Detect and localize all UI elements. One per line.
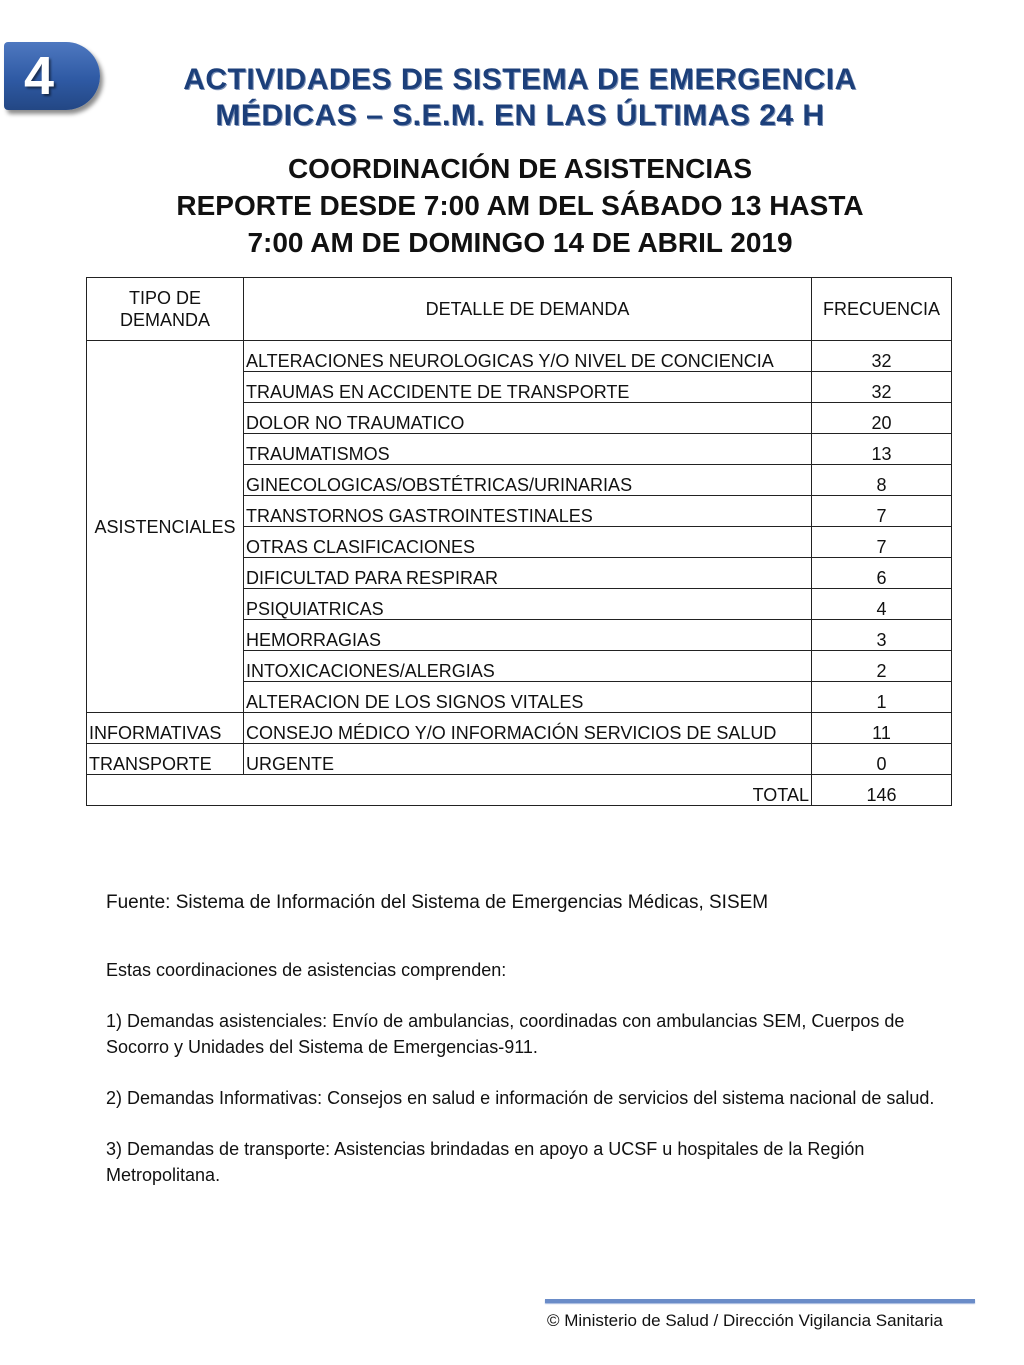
table-row bbox=[87, 713, 952, 744]
row-detail: CONSEJO MÉDICO Y/O INFORMACIÓN SERVICIOS DE SALUD bbox=[244, 713, 812, 744]
row-frequency: 8 bbox=[812, 465, 952, 496]
row-frequency: 13 bbox=[812, 434, 952, 465]
row-frequency: 6 bbox=[812, 558, 952, 589]
row-frequency: 32 bbox=[812, 372, 952, 403]
row-detail: URGENTE bbox=[244, 744, 812, 775]
row-frequency: 3 bbox=[812, 620, 952, 651]
row-detail: HEMORRAGIAS bbox=[244, 620, 812, 651]
row-detail: ALTERACION DE LOS SIGNOS VITALES bbox=[244, 682, 812, 713]
page-title bbox=[120, 62, 920, 134]
total-value: 146 bbox=[812, 775, 952, 806]
footer-copyright: © Ministerio de Salud / Dirección Vigilancia Sanitaria bbox=[547, 1311, 943, 1330]
subtitle-line-2: REPORTE DESDE 7:00 AM DEL SÁBADO 13 HASTA bbox=[176, 190, 864, 221]
row-detail: PSIQUIATRICAS bbox=[244, 589, 812, 620]
group-transporte: TRANSPORTE bbox=[87, 744, 244, 775]
row-detail: DIFICULTAD PARA RESPIRAR bbox=[244, 558, 812, 589]
row-frequency: 7 bbox=[812, 527, 952, 558]
header-detail: DETALLE DE DEMANDA bbox=[244, 278, 812, 341]
row-frequency: 2 bbox=[812, 651, 952, 682]
row-frequency: 4 bbox=[812, 589, 952, 620]
row-detail: TRAUMAS EN ACCIDENTE DE TRANSPORTE bbox=[244, 372, 812, 403]
section-number-badge bbox=[4, 42, 100, 110]
page-title-line-1: ACTIVIDADES DE SISTEMA DE EMERGENCIA bbox=[183, 63, 857, 96]
notes-intro: Estas coordinaciones de asistencias comprenden: bbox=[106, 960, 507, 980]
notes-section bbox=[106, 957, 946, 1213]
row-frequency: 1 bbox=[812, 682, 952, 713]
table-row bbox=[87, 341, 952, 372]
header-frequency: FRECUENCIA bbox=[812, 278, 952, 341]
note-item: 2) Demandas Informativas: Consejos en salud e información de servicios del sistema nacional de salud. bbox=[106, 1088, 935, 1108]
note-item: 1) Demandas asistenciales: Envío de ambulancias, coordinadas con ambulancias SEM, Cuerpos de Socorro y Unidades del Sistema de Emergencias-911. bbox=[106, 1011, 905, 1057]
group-informativas: INFORMATIVAS bbox=[87, 713, 244, 744]
row-detail: OTRAS CLASIFICACIONES bbox=[244, 527, 812, 558]
table-header-row bbox=[87, 278, 952, 341]
demand-table bbox=[86, 277, 952, 806]
page-title-line-2: MÉDICAS – S.E.M. EN LAS ÚLTIMAS 24 H bbox=[215, 99, 825, 132]
row-frequency: 20 bbox=[812, 403, 952, 434]
row-detail: ALTERACIONES NEUROLOGICAS Y/O NIVEL DE CONCIENCIA bbox=[244, 341, 812, 372]
source-note: Fuente: Sistema de Información del Sistema de Emergencias Médicas, SISEM bbox=[106, 892, 769, 913]
row-detail: TRAUMATISMOS bbox=[244, 434, 812, 465]
subtitle-line-1: COORDINACIÓN DE ASISTENCIAS bbox=[287, 153, 753, 184]
total-label: TOTAL bbox=[87, 775, 812, 806]
row-detail: DOLOR NO TRAUMATICO bbox=[244, 403, 812, 434]
row-frequency: 0 bbox=[812, 744, 952, 775]
section-number: 4 bbox=[24, 46, 55, 106]
row-frequency: 32 bbox=[812, 341, 952, 372]
table-row bbox=[87, 744, 952, 775]
header-type: TIPO DE DEMANDA bbox=[87, 278, 244, 341]
subtitle-line-3: 7:00 AM DE DOMINGO 14 DE ABRIL 2019 bbox=[247, 227, 793, 258]
row-detail: GINECOLOGICAS/OBSTÉTRICAS/URINARIAS bbox=[244, 465, 812, 496]
report-subtitle bbox=[110, 150, 930, 261]
row-frequency: 7 bbox=[812, 496, 952, 527]
footer-divider bbox=[545, 1299, 975, 1303]
row-detail: TRANSTORNOS GASTROINTESTINALES bbox=[244, 496, 812, 527]
group-asistenciales: ASISTENCIALES bbox=[87, 341, 244, 713]
note-item: 3) Demandas de transporte: Asistencias brindadas en apoyo a UCSF u hospitales de la Región Metropolitana. bbox=[106, 1139, 865, 1185]
row-frequency: 11 bbox=[812, 713, 952, 744]
row-detail: INTOXICACIONES/ALERGIAS bbox=[244, 651, 812, 682]
table-total-row bbox=[87, 775, 952, 806]
